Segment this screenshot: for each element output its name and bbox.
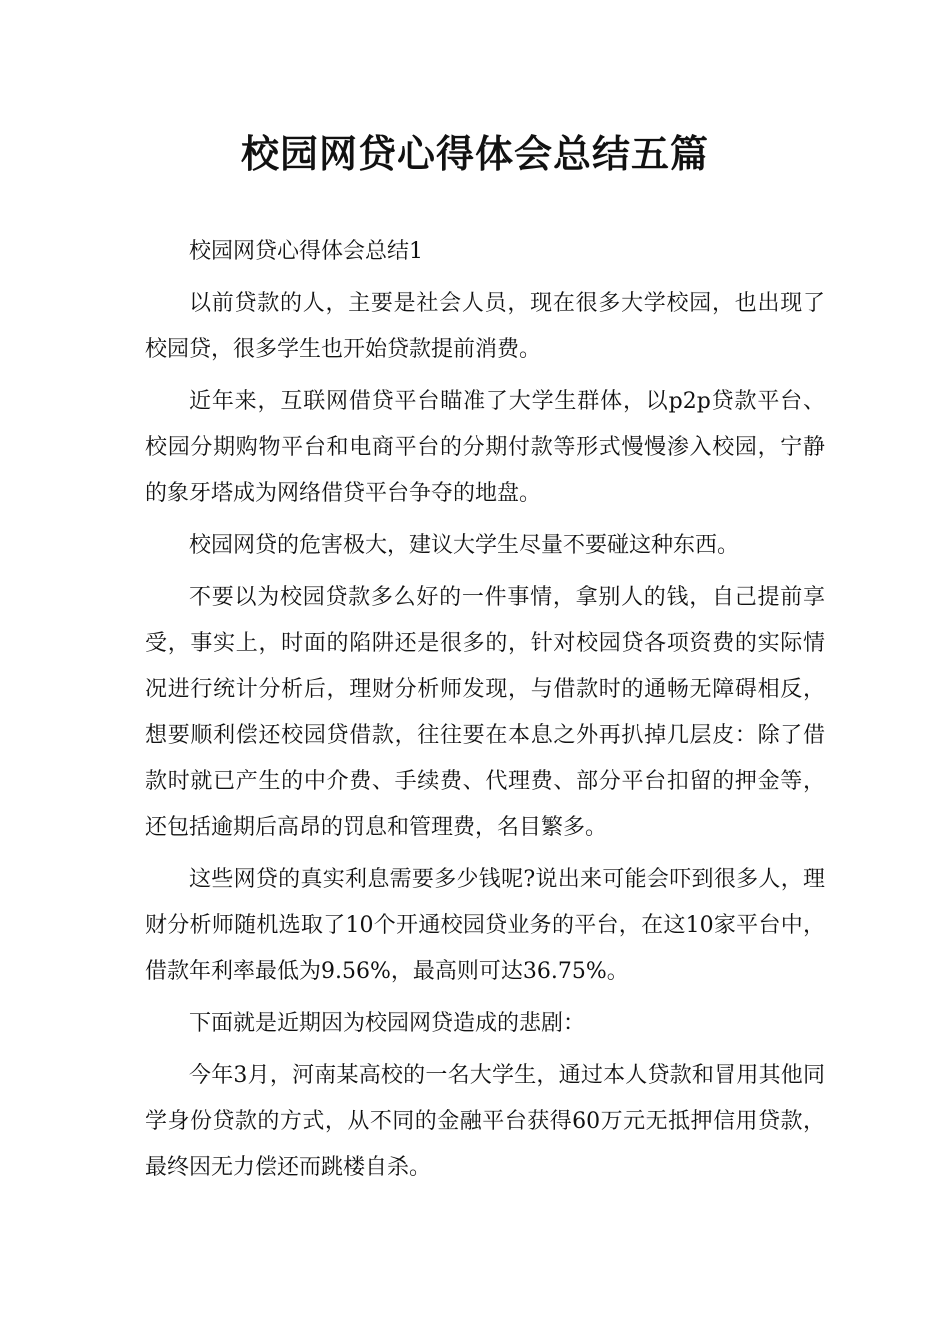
- paragraph: 校园网贷的危害极大，建议大学生尽量不要碰这种东西。: [189, 533, 740, 558]
- paragraph: 以前贷款的人，主要是社会人员，现在很多大学校园，也出现了校园贷，很多学生也开始贷款提前消费。: [145, 291, 825, 362]
- section-heading: 校园网贷心得体会总结1: [189, 239, 423, 264]
- paragraph: 不要以为校园贷款多么好的一件事情，拿别人的钱，自己提前享受，事实上，时面的陷阱还是很多的，针对校园贷各项资费的实际情况进行统计分析后，理财分析师发现，与借款时的通畅无障碍相反，想要顺利偿还校园贷借款，往往要在本息之外再扒掉几层皮：除了借款时就已产生的中介费、手续费、代理费、部分平台扣留的押金等，还包括逾期后高昂的罚息和管理费，名目繁多。: [145, 585, 825, 840]
- paragraph: 近年来，互联网借贷平台瞄准了大学生群体，以p2p贷款平台、校园分期购物平台和电商平台的分期付款等形式慢慢渗入校园，宁静的象牙塔成为网络借贷平台争夺的地盘。: [145, 389, 825, 506]
- document-body: [145, 229, 825, 1197]
- paragraph: 下面就是近期因为校园网贷造成的悲剧：: [189, 1011, 586, 1036]
- document-title: 校园网贷心得体会总结五篇: [240, 131, 709, 176]
- paragraph: 这些网贷的真实利息需要多少钱呢?说出来可能会吓到很多人，理财分析师随机选取了10个开通校园贷业务的平台，在这10家平台中，借款年利率最低为9.56%，最高则可达36.75%。: [145, 867, 825, 984]
- paragraph: 今年3月，河南某高校的一名大学生，通过本人贷款和冒用其他同学身份贷款的方式，从不同的金融平台获得60万元无抵押信用贷款，最终因无力偿还而跳楼自杀。: [145, 1063, 825, 1180]
